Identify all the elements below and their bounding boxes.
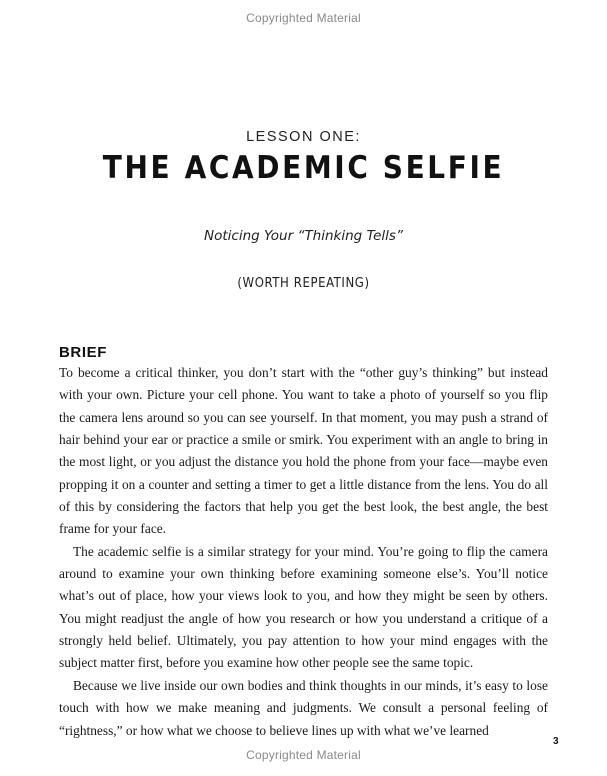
copyright-watermark-top: Copyrighted Material (246, 11, 361, 25)
lesson-subtitle: Noticing Your “Thinking Tells” (204, 228, 403, 244)
lesson-label: LESSON ONE: (246, 129, 361, 145)
body-text (59, 362, 548, 742)
lesson-title: THE ACADEMIC SELFIE (102, 149, 505, 186)
page-number: 3 (553, 736, 559, 747)
body-paragraph: The academic selfie is a similar strategy for your mind. You’re going to flip the camera around to examine your own thinking before examining someone else’s. You’ll notice what’s out of place, how your views look to you, and how they might be seen by others. You might readjust the angle of how you research or how you understand a critique of a strongly held belief. Ultimately, you pay attention to how your mind engages with the subject matter first, before you examine how other people see the same topic. (59, 543, 548, 671)
section-heading: BRIEF (59, 344, 107, 361)
body-paragraph: To become a critical thinker, you don’t start with the “other guy’s thinking” but instead with your own. Picture your cell phone. You want to take a photo of yourself so you flip the camera lens around so you can see yourself. In that moment, you may push a strand of hair behind your ear or practice a smile or smirk. You experiment with an angle to bring in the most light, or you adjust the distance you hold the phone from your face—maybe even propping it on a counter and setting a timer to get a little distance from the lens. You do all of this by considering the factors that help you get the best look, the best angle, the best frame for your face. (59, 365, 548, 537)
body-paragraph: Because we live inside our own bodies and think thoughts in our minds, it’s easy to lose touch with how we make meaning and judgments. We consult a personal feeling of “rightness,” or how what we choose to believe lines up with what we’ve learned (59, 677, 548, 738)
copyright-watermark-bottom: Copyrighted Material (246, 748, 361, 762)
worth-repeating-tag: (WORTH REPEATING) (237, 276, 370, 291)
